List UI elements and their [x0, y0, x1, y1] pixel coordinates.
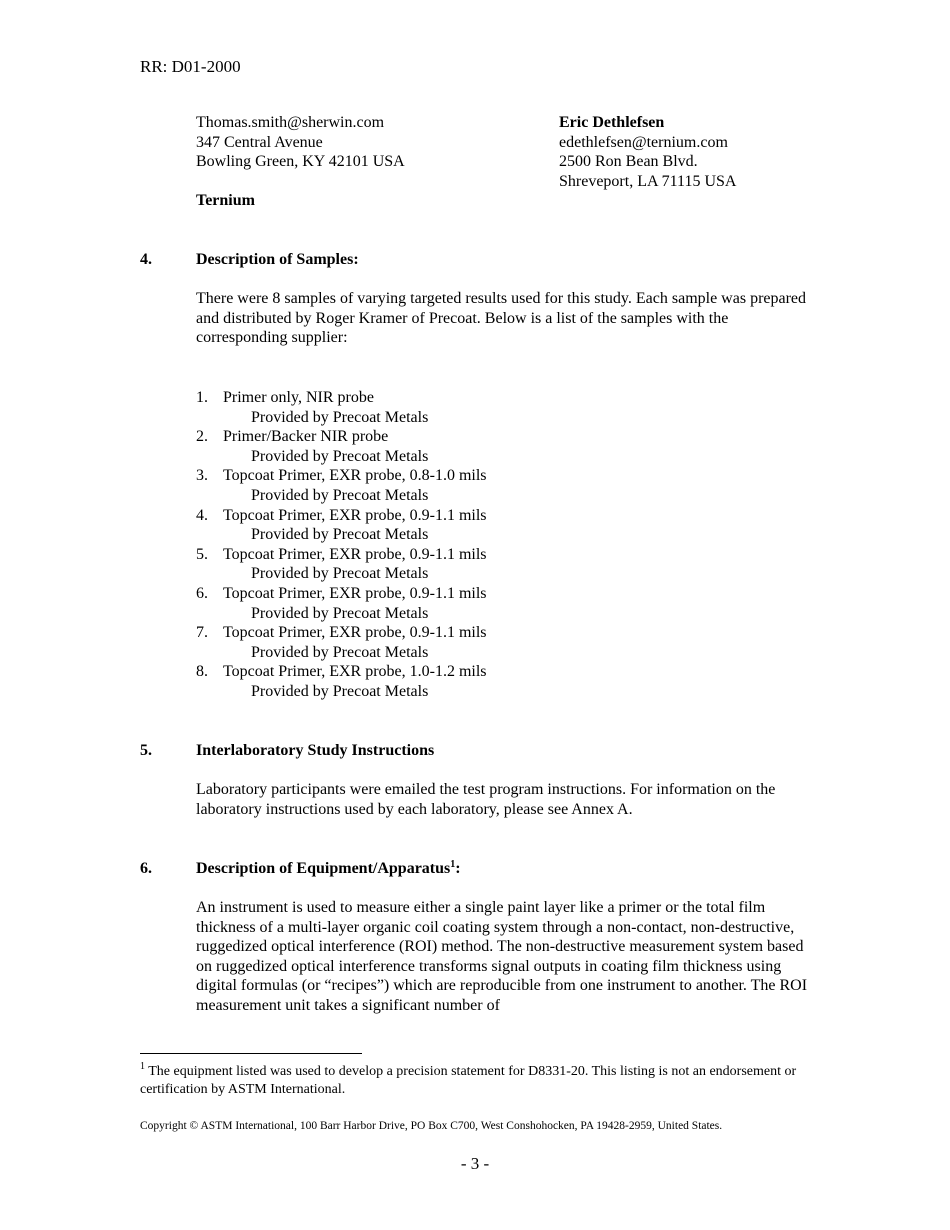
list-item: 8. Topcoat Primer, EXR probe, 1.0-1.2 mils: [196, 663, 487, 681]
footnote-divider: [140, 1053, 362, 1054]
list-item: 6. Topcoat Primer, EXR probe, 0.9-1.1 mils: [196, 584, 487, 602]
report-id-header: RR: D01-2000: [140, 57, 241, 76]
sample-supplier: Provided by Precoat Metals: [251, 408, 429, 426]
spacer: [196, 172, 405, 192]
footnote-marker: 1: [140, 1061, 145, 1072]
contact-city: Shreveport, LA 71115 USA: [559, 172, 737, 190]
list-item: 3. Topcoat Primer, EXR probe, 0.8-1.0 mils: [196, 467, 487, 485]
sample-supplier: Provided by Precoat Metals: [251, 565, 429, 583]
list-item: 2. Primer/Backer NIR probe: [196, 428, 389, 446]
section-5-body: Laboratory participants were emailed the test program instructions. For information on the laboratory instructions used by each laboratory, please see Annex A.: [196, 781, 776, 818]
contact-street: 2500 Ron Bean Blvd.: [559, 153, 698, 171]
footnote: [140, 1063, 800, 1099]
sample-supplier: Provided by Precoat Metals: [251, 682, 429, 700]
section-5-number: 5.: [140, 742, 152, 759]
sample-list: [196, 388, 487, 702]
contact-right: [559, 113, 736, 191]
section-4-number: 4.: [140, 251, 152, 268]
contact-email: edethlefsen@ternium.com: [559, 133, 728, 151]
page-number: - 3 -: [460, 1154, 490, 1173]
section-4-title: Description of Samples:: [196, 251, 359, 268]
section-6-title: Description of Equipment/Apparatus$^1$:: [196, 859, 461, 877]
section-4-body: There were 8 samples of varying targeted results used for this study. Each sample was prepared and distributed by Roger Kramer of Precoat. Below is a list of the samples with the corresponding supplier:: [196, 290, 807, 347]
contact-name: Eric Dethlefsen: [559, 114, 665, 131]
footnote-text: The equipment listed was used to develop a precision statement for D8331-20. This listing is not an endorsement or certification by ASTM International.: [140, 1064, 797, 1097]
list-item: 5. Topcoat Primer, EXR probe, 0.9-1.1 mils: [196, 545, 487, 563]
list-item: 4. Topcoat Primer, EXR probe, 0.9-1.1 mils: [196, 506, 487, 524]
section-5-title: Interlaboratory Study Instructions: [196, 742, 435, 759]
list-item: 7. Topcoat Primer, EXR probe, 0.9-1.1 mils: [196, 624, 487, 642]
sample-supplier: Provided by Precoat Metals: [251, 526, 429, 544]
sample-supplier: Provided by Precoat Metals: [251, 447, 429, 465]
contact-street: 347 Central Avenue: [196, 133, 323, 151]
list-item: 1. Primer only, NIR probe: [196, 389, 374, 406]
copyright-notice: Copyright © ASTM International, 100 Barr Harbor Drive, PO Box C700, West Conshohocken, PA 19428-2959, United States.: [140, 1120, 723, 1132]
sample-supplier: Provided by Precoat Metals: [251, 604, 429, 622]
section-6-number: 6.: [140, 860, 152, 877]
contact-email: Thomas.smith@sherwin.com: [196, 114, 385, 131]
contact-left: [196, 113, 405, 211]
footnote-marker[interactable]: 1: [450, 859, 456, 870]
contact-city: Bowling Green, KY 42101 USA: [196, 153, 405, 171]
sample-supplier: Provided by Precoat Metals: [251, 486, 429, 504]
contact-organization: Ternium: [196, 192, 255, 210]
sample-supplier: Provided by Precoat Metals: [251, 643, 429, 661]
section-6-body: An instrument is used to measure either a single paint layer like a primer or the total film thickness of a multi-layer organic coil coating system through a non-contact, non-destructive, ruggedized optical interference (ROI) method. The non-destructive measurement system based on ruggedized optical interference transforms signal outputs in coating film thickness using digital formulas (or “recipes”) which are reproducible from one instrument to another. The ROI measurement unit takes a significant number of: [196, 899, 808, 1014]
